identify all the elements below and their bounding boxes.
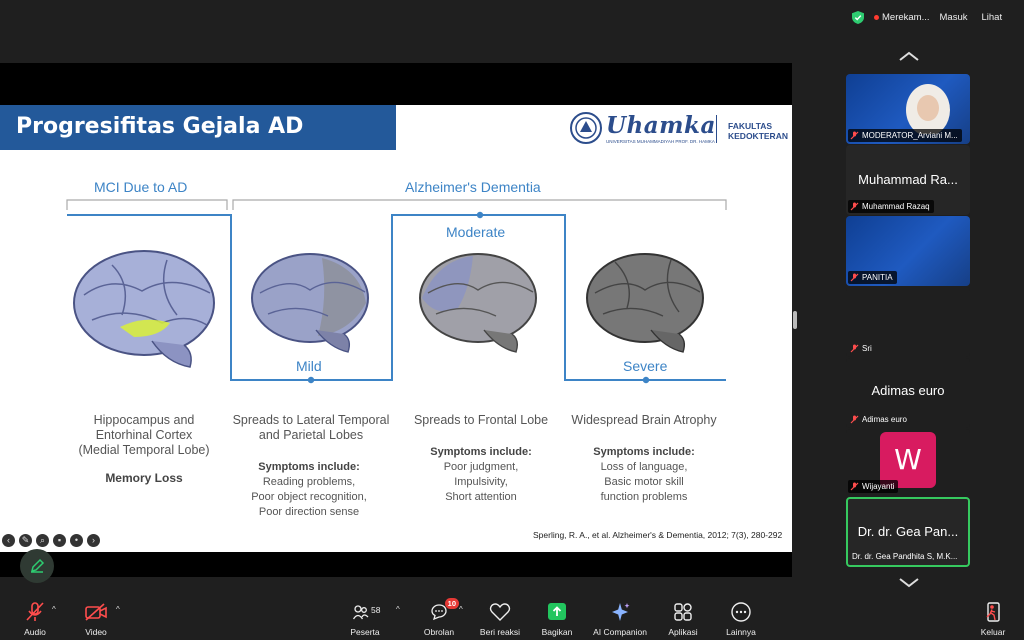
- stage-ad-label: Alzheimer's Dementia: [405, 179, 541, 195]
- next-slide-icon[interactable]: ›: [87, 534, 100, 547]
- participant-display-name: Adimas euro: [871, 383, 945, 398]
- brain-severe-illustration: [585, 248, 707, 358]
- participant-name-tag: Adimas euro: [848, 413, 911, 426]
- sparkle-icon: [608, 602, 632, 622]
- leave-button[interactable]: Keluar: [958, 602, 1024, 637]
- participant-name-tag: Dr. dr. Gea Pandhita S, M.K...: [852, 552, 958, 561]
- participants-button[interactable]: 58 Peserta: [350, 605, 381, 637]
- camera-off-icon: [84, 602, 108, 622]
- brain-moderate-illustration: [418, 248, 540, 358]
- slide-reference: Sperling, R. A., et al. Alzheimer's & Dementia, 2012; 7(3), 280-292: [533, 530, 783, 540]
- ai-companion-button[interactable]: AI Companion: [585, 602, 655, 637]
- person-video-icon: [898, 78, 958, 134]
- brain-mci-illustration: [72, 245, 220, 375]
- recording-label[interactable]: Merekam...: [882, 11, 930, 23]
- view-button[interactable]: Lihat: [981, 11, 1003, 23]
- chat-button[interactable]: 10 Obrolan: [404, 602, 474, 637]
- apps-icon: [671, 602, 695, 622]
- mic-off-icon: [850, 273, 859, 282]
- presentation-slide: [0, 105, 792, 552]
- participant-tile-moderator[interactable]: [846, 74, 970, 144]
- more-button[interactable]: Lainnya: [706, 602, 776, 637]
- participants-options-caret[interactable]: ^: [396, 605, 400, 614]
- prev-slide-icon[interactable]: ‹: [2, 534, 15, 547]
- participant-display-name: Muhammad Ra...: [858, 172, 958, 187]
- annotate-button[interactable]: [20, 549, 54, 583]
- pencil-icon: [29, 558, 45, 574]
- col1-region: Hippocampus and Entorhinal Cortex (Medial Temporal Lobe): [78, 413, 210, 457]
- mic-off-icon: [850, 415, 859, 424]
- recording-dot-icon: [874, 15, 879, 20]
- avatar: W: [880, 432, 936, 488]
- mic-off-icon: [850, 202, 859, 211]
- participant-name-tag: Wijayanti: [848, 480, 898, 493]
- participant-name-tag: MODERATOR_Arviani M...: [848, 129, 962, 142]
- participant-tile-wijayanti[interactable]: [846, 429, 970, 495]
- video-options-caret[interactable]: ^: [116, 605, 120, 614]
- stage-mild-label: Mild: [296, 358, 322, 374]
- col2-region: Spreads to Lateral Temporal and Parietal Lobes: [232, 413, 390, 442]
- masuk-button[interactable]: Masuk: [939, 11, 968, 23]
- mic-muted-icon: [23, 602, 47, 622]
- audio-button[interactable]: Audio: [0, 602, 70, 637]
- more-dots-icon: [729, 602, 753, 622]
- slide-nav-controls: [2, 534, 100, 547]
- chat-options-caret[interactable]: ^: [459, 605, 463, 614]
- mic-off-icon: [850, 131, 859, 140]
- meeting-status: [852, 8, 1016, 26]
- participant-tile-sri[interactable]: [846, 287, 970, 357]
- col3-region: Spreads to Frontal Lobe: [413, 413, 549, 427]
- top-status-bar: [0, 0, 1024, 34]
- audio-options-caret[interactable]: ^: [52, 605, 56, 614]
- people-icon: [353, 604, 369, 620]
- participant-tile-panitia[interactable]: [846, 216, 970, 286]
- mic-off-icon: [850, 344, 859, 353]
- participant-tile-adimas[interactable]: [846, 358, 970, 428]
- mic-off-icon: [850, 482, 859, 491]
- zoom-icon[interactable]: ⌕: [36, 534, 49, 547]
- participant-name-tag: PANITIA: [848, 271, 897, 284]
- participant-display-name: Dr. dr. Gea Pan...: [857, 524, 959, 539]
- col4-symptoms: Symptoms include: Loss of language, Basic motor skill function problems: [593, 446, 695, 503]
- col4-region: Widespread Brain Atrophy: [571, 413, 717, 427]
- participant-name-tag: Muhammad Razaq: [848, 200, 934, 213]
- reactions-button[interactable]: Beri reaksi: [465, 602, 535, 637]
- share-screen-icon: [545, 602, 569, 622]
- participant-tile-active-speaker[interactable]: [846, 497, 970, 567]
- more-icon[interactable]: •: [70, 534, 83, 547]
- col3-symptoms: Symptoms include: Poor judgment, Impulsivity, Short attention: [430, 446, 532, 503]
- share-screen-button[interactable]: Bagikan: [522, 602, 592, 637]
- col1-symptom-head: Memory Loss: [105, 471, 183, 485]
- participant-name-tag: Sri: [848, 342, 876, 355]
- leave-icon: [981, 602, 1005, 622]
- pen-icon[interactable]: ✎: [19, 534, 32, 547]
- logo-wordmark: Uhamka: [606, 112, 716, 139]
- video-button[interactable]: Video: [61, 602, 131, 637]
- stage-mci-label: MCI Due to AD: [94, 179, 188, 195]
- shield-icon: [852, 11, 864, 24]
- logo-subtitle: UNIVERSITAS MUHAMMADIYAH PROF. DR. HAMKA: [606, 139, 715, 144]
- meeting-toolbar: [0, 590, 1024, 640]
- faculty-label: FAKULTAS KEDOKTERAN: [728, 121, 788, 141]
- chevron-down-icon[interactable]: [898, 577, 920, 589]
- participants-count: 58: [371, 605, 381, 615]
- col2-symptoms: Symptoms include: Reading problems, Poor object recognition, Poor direction sense: [251, 461, 367, 518]
- stage-severe-label: Severe: [623, 358, 668, 374]
- apps-button[interactable]: Aplikasi: [648, 602, 718, 637]
- panel-resize-handle[interactable]: [793, 311, 797, 329]
- shared-screen: [0, 63, 792, 577]
- brain-mild-illustration: [250, 248, 372, 358]
- chat-unread-badge: 10: [445, 598, 459, 609]
- slide-title: Progresifitas Gejala AD: [16, 114, 304, 139]
- participant-tile-razaq[interactable]: [846, 145, 970, 215]
- chevron-up-icon[interactable]: [898, 50, 920, 62]
- stage-moderate-label: Moderate: [446, 224, 506, 240]
- heart-icon: [488, 602, 512, 622]
- camera-icon[interactable]: ▪: [53, 534, 66, 547]
